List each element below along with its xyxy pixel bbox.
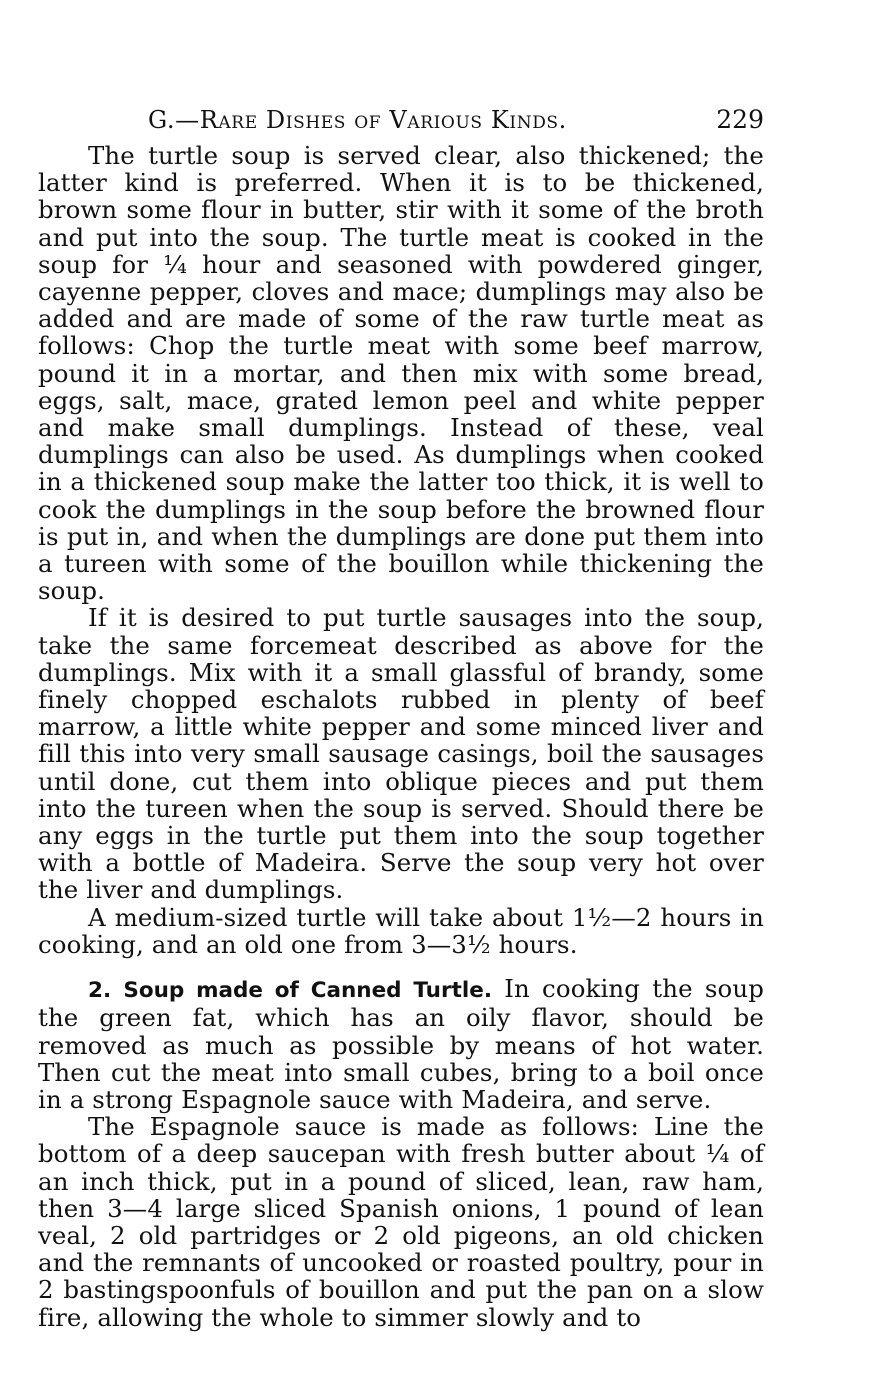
page-number: 229 [716,105,764,134]
book-page [38,98,764,1331]
body-text [38,142,764,1331]
paragraph-turtle-soup: The turtle soup is served clear, also thickened; the latter kind is preferred. When it is to be thickened, brown some flour in butter, stir with it some of the broth and put into the soup. The turtle meat is cooked in the soup for ¼ hour and seasoned with powdered ginger, cayenne pepper, cloves and mace; dumplings may also be added and are made of some of the raw turtle meat as follows: Chop the turtle meat with some beef marrow, pound it in a mortar, and then mix with some bread, eggs, salt, mace, grated lemon peel and white pepper and make small dumplings. Instead of these, veal dumplings can also be used. As dumplings when cooked in a thickened soup make the latter too thick, it is well to cook the dumplings in the soup before the browned flour is put in, and when the dumplings are done put them into a tureen with some of the bouillon while thickening the soup. [38,141,764,606]
recipe-canned-turtle [38,975,764,1113]
recipe-number: 2. [88,978,112,1004]
running-title: G.—Rare Dishes of Various Kinds. [148,106,567,134]
paragraph-cooking-time: A medium-sized turtle will take about 1½—2 hours in cooking, and an old one from 3—3½ hours. [38,902,764,959]
paragraph-espagnole-sauce: The Espagnole sauce is made as follows: Line the bottom of a deep saucepan with fresh butter about ¼ of an inch thick, put in a pound of sliced, lean, raw ham, then 3—4 large sliced Spanish onions, 1 pound of lean veal, 2 old partridges or 2 old pigeons, an old chicken and the remnants of uncooked or roasted poultry, pour in 2 bastingspoonfuls of bouillon and put the pan on a slow fire, allowing the whole to simmer slowly and to [38,1112,764,1332]
running-header [38,98,764,142]
paragraph-turtle-sausages: If it is desired to put turtle sausages into the soup, take the same forcemeat described as above for the dumplings. Mix with it a small glassful of brandy, some finely chopped eschalots rubbed in plenty of beef marrow, a little white pepper and some minced liver and fill this into very small sausage casings, boil the sausages until done, cut them into oblique pieces and put them into the tureen when the soup is served. Should there be any eggs in the turtle put them into the soup together with a bottle of Madeira. Serve the soup very hot over the liver and dumplings. [38,603,764,905]
recipe-title: Soup made of Canned Turtle. [123,978,492,1004]
recipe-text: In cooking the soup the green fat, which has an oily flavor, should be removed as much as possible by means of hot water. Then cut the meat into small cubes, bring to a boil once in a strong Espagnole sauce with Madeira, and serve. [38,974,764,1114]
